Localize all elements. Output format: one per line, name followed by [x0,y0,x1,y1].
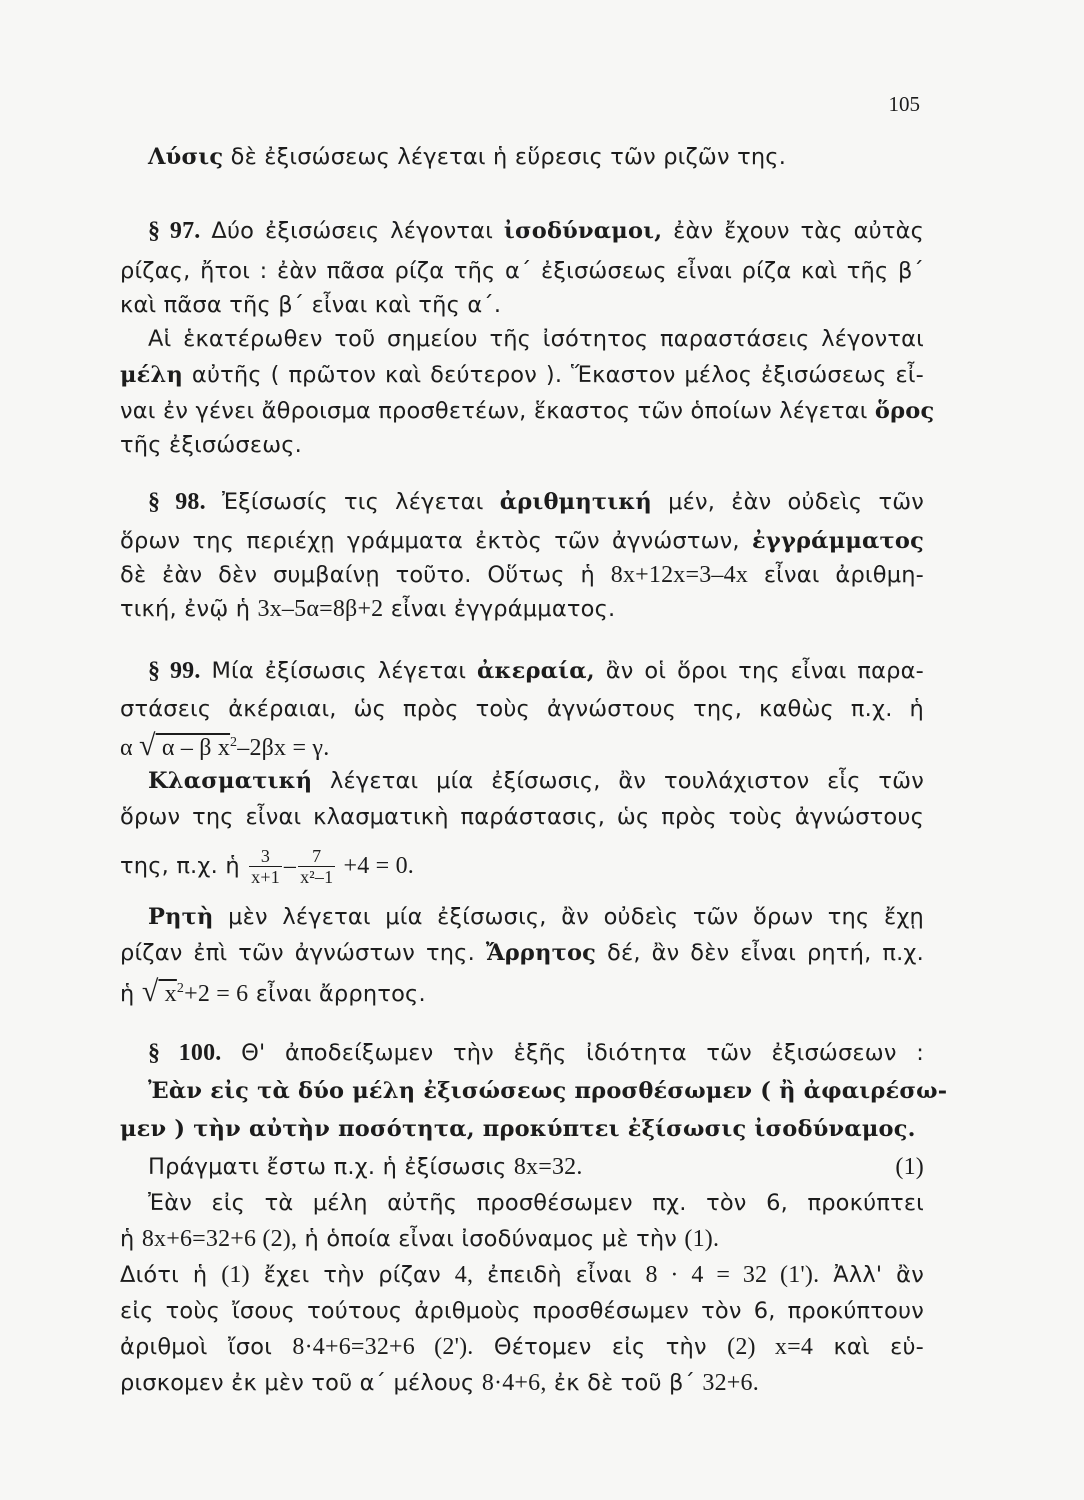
text-line: ναι ἐν γένει ἄθροισμα προσθετέων, ἕκαστος τῶν ὁποίων λέγεται ὅρος [120,398,935,424]
formula-line: ἡ √ $x^2+2 = 6$ εἶναι ἄρρητος. [120,975,426,1008]
text-line: ὅρων της εἶναι κλασματικὴ παράστασις, ὡς πρὸς τοὺς ἀγνώστους [120,804,924,830]
text-line: ἡ 8x+6=32+6 (2), ἡ ὁποία εἶναι ἰσοδύναμος μὲ τὴν (1). [120,1226,720,1252]
text-line: Λύσις δὲ ἐξισώσεως λέγεται ἡ εὕρεσις τῶν ριζῶν της. [148,144,787,170]
text-line: § 98. Ἐξίσωσίς τις λέγεται ἀριθμητική μέν, ἐὰν οὐδεὶς τῶν [148,489,925,515]
text-line: Ρητὴ μὲν λέγεται μία ἐξίσωσις, ἂν οὐδεὶς τῶν ὅρων της ἔχῃ [148,904,924,930]
section-99-heading: § 99. [148,658,201,684]
theorem-line: Ἐὰν εἰς τὰ δύο μέλη ἐξισώσεως προσθέσωμεν ( ἢ ἀφαιρέσω- [148,1078,948,1104]
section-100-heading: § 100. [148,1040,222,1066]
formula-line: της, π.χ. ἡ $\frac{3}{x+1}$ – $\frac{7}{\text{x²–1}}$ +4 = 0. [120,846,414,887]
text-line: τική, ἐνῷ ἡ 3x–5α=8β+2 εἶναι ἐγγράμματος. [120,596,616,622]
text-line: Κλασματική λέγεται μία ἐξίσωσις, ἂν τουλάχιστον εἷς τῶν [148,768,924,794]
fraction: $\frac{7}{\text{x²–1}}$ [300,846,334,887]
text-line: τῆς ἐξισώσεως. [120,432,303,458]
section-97-heading: § 97. [148,218,201,244]
text-line: καὶ πᾶσα τῆς β΄ εἶναι καὶ τῆς α΄. [120,292,502,318]
page-number: 105 [888,92,920,116]
term-lysis: Λύσις [148,144,224,170]
equation-number: (1) [895,1154,924,1180]
text-line: εἰς τοὺς ἴσους τούτους ἀριθμοὺς προσθέσωμεν τὸν 6, προκύπτουν [120,1298,924,1324]
text-line: § 97. Δύο ἐξισώσεις λέγονται ἰσοδύναμοι, ἐὰν ἔχουν τὰς αὐτὰς [148,218,925,244]
text-line: μέλη αὐτῆς ( πρῶτον καὶ δεύτερον ). Ἕκαστον μέλος ἐξισώσεως εἶ- [120,362,924,388]
text-line: Αἱ ἑκατέρωθεν τοῦ σημείου τῆς ἰσότητος παραστάσεις λέγονται [148,326,924,352]
text-line: ὅρων της περιέχῃ γράμματα ἐκτὸς τῶν ἀγνώστων, ἐγγράμματος [120,528,924,554]
text-line: ἀριθμοὶ ἴσοι 8·4+6=32+6 (2'). Θέτομεν εἰς τὴν (2) x=4 καὶ εὑ- [120,1334,925,1360]
text-line: ρίζας, ἤτοι : ἐὰν πᾶσα ρίζα τῆς α΄ ἐξισώσεως εἶναι ρίζα καὶ τῆς β΄ [120,258,924,284]
text-line: § 100. Θ' ἀποδείξωμεν τὴν ἑξῆς ἰδιότητα τῶν ἐξισώσεων : [148,1040,924,1066]
radical-sign: √ [141,975,159,1008]
formula-line: α √ α – β $x^2-2\beta x = \gamma$. [120,729,330,762]
section-98-heading: § 98. [148,489,206,515]
text-line: στάσεις ἀκέραιαι, ὡς πρὸς τοὺς ἀγνώστους της, καθὼς π.χ. ἡ [120,696,924,722]
text-line: Ἐὰν εἰς τὰ μέλη αὐτῆς προσθέσωμεν πχ. τὸν 6, προκύπτει [148,1190,924,1216]
text-line: § 99. Μία ἐξίσωσις λέγεται ἀκεραία, ἂν οἱ ὅροι της εἶναι παρα- [148,658,924,684]
text-line: Πράγματι ἔστω π.χ. ἡ ἐξίσωσις 8x=32. (1) [148,1154,924,1180]
fraction: $\frac{3}{x+1}$ [251,846,280,887]
theorem-line: μεν ) τὴν αὐτὴν ποσότητα, προκύπτει ἐξίσωσις ἰσοδύναμος. [120,1116,916,1142]
text-line: Διότι ἡ (1) ἔχει τὴν ρίζαν 4, ἐπειδὴ εἶναι 8 · 4 = 32 (1'). Ἀλλ' ἂν [120,1262,924,1288]
text-line: ρισκομεν ἐκ μὲν τοῦ α΄ μέλους 8·4+6, ἐκ δὲ τοῦ β΄ 32+6. [120,1370,759,1396]
radical-sign: √ [138,729,156,762]
text-line: δὲ ἐὰν δὲν συμβαίνῃ τοῦτο. Οὕτως ἡ 8x+12x=3–4x εἶναι ἀριθμη- [120,562,924,588]
text-line: ρίζαν ἐπὶ τῶν ἀγνώστων της. Ἄρρητος δέ, ἂν δὲν εἶναι ρητή, π.χ. [120,940,924,966]
